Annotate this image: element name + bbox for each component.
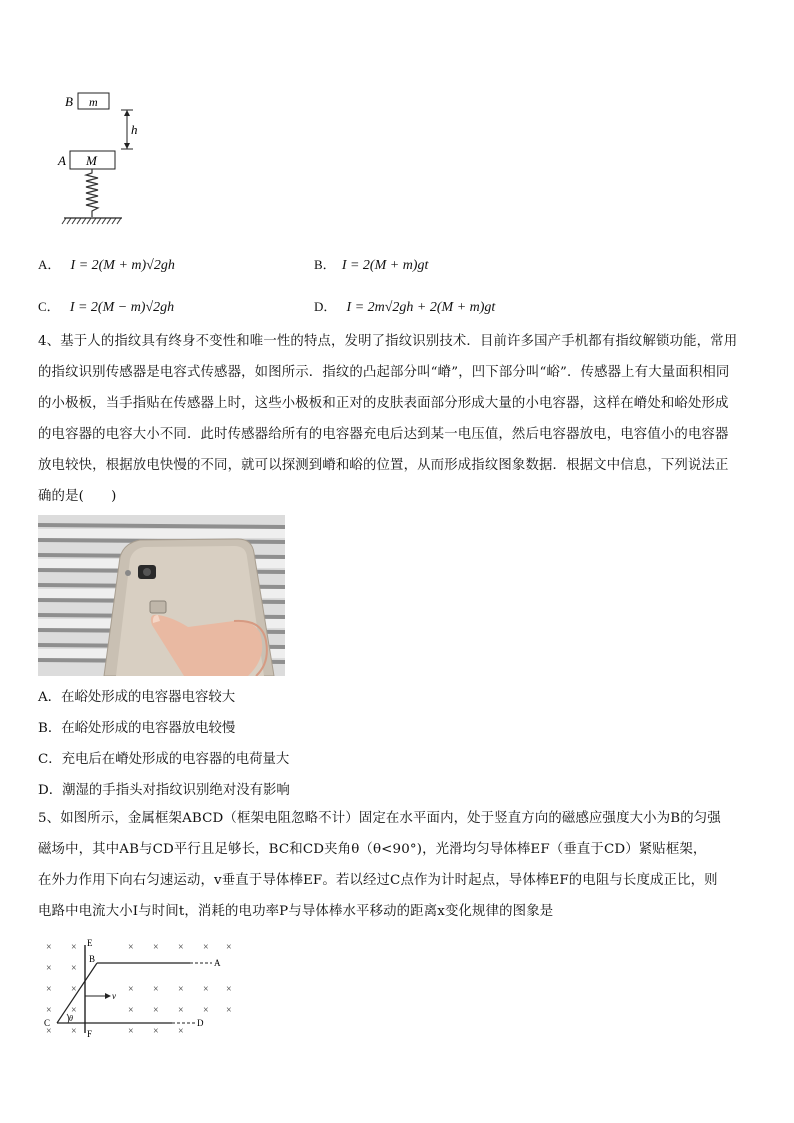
fingerprint-sensor — [150, 601, 166, 613]
field-cross: × — [178, 1026, 184, 1037]
q4-line: 确的是( ) — [38, 489, 117, 504]
q5-line: 在外力作用下向右匀速运动，v垂直于导体棒EF。若以经过C点作为计时起点，导体棒EF的电阻与长度成正比，则 — [38, 873, 718, 888]
q3-option-d-label: D． — [314, 299, 337, 314]
field-cross: × — [46, 984, 52, 995]
q5-stem — [38, 803, 768, 927]
q4-line: 的电容器的电容大小不同．此时传感器给所有的电容器充电后达到某一电压值，然后电容器放电，电容值小的电容器 — [38, 427, 729, 442]
q3-option-a-formula: I = 2(M + m)√2gh — [70, 258, 175, 273]
q5-line: 5、如图所示，金属框架ABCD（框架电阻忽略不计）固定在水平面内，处于竖直方向的磁感应强度大小为B的匀强 — [38, 811, 721, 826]
q3-option-b-label: B． — [314, 257, 336, 272]
field-cross: × — [128, 1005, 134, 1016]
q3-option-b[interactable] — [314, 254, 428, 274]
field-cross: × — [71, 984, 77, 995]
field-cross: × — [203, 942, 209, 953]
label-m-small: m — [89, 95, 98, 109]
field-cross: × — [226, 942, 232, 953]
fingerprint-phone-photo — [38, 515, 285, 676]
field-cross: × — [46, 1005, 52, 1016]
label-b: B — [65, 94, 73, 109]
label-a: A — [214, 958, 221, 968]
q3-option-c[interactable] — [38, 296, 174, 316]
label-c: C — [44, 1018, 51, 1028]
field-cross: × — [226, 1005, 232, 1016]
q4-line: 的指纹识别传感器是电容式传感器，如图所示．指纹的凸起部分叫“嵴”，凹下部分叫“峪”．传感器上有大量面积相同 — [38, 365, 730, 380]
field-cross: × — [153, 1005, 159, 1016]
field-cross: × — [71, 1005, 77, 1016]
q3-option-c-label: C． — [38, 299, 60, 314]
field-cross: × — [128, 984, 134, 995]
field-cross: × — [128, 1026, 134, 1037]
field-cross: × — [203, 1005, 209, 1016]
label-theta: θ — [69, 1014, 73, 1023]
label-h: h — [131, 122, 138, 137]
q4-line: 4、基于人的指纹具有终身不变性和唯一性的特点，发明了指纹识别技术．目前许多国产手机都有指纹解锁功能，常用 — [38, 334, 738, 349]
frame-bc — [57, 963, 97, 1023]
label-d: D — [197, 1018, 204, 1028]
field-cross: × — [71, 1026, 77, 1037]
label-m-big: M — [86, 153, 97, 168]
label-b: B — [89, 954, 96, 964]
label-v: v — [112, 991, 116, 1001]
q3-option-b-formula: I = 2(M + m)gt — [341, 258, 429, 273]
label-e: E — [87, 938, 93, 948]
field-cross: × — [46, 1026, 52, 1037]
field-cross: × — [128, 942, 134, 953]
q3-option-d[interactable] — [314, 296, 495, 316]
field-cross: × — [71, 942, 77, 953]
field-cross: × — [153, 984, 159, 995]
q5-line: 电路中电流大小I与时间t，消耗的电功率P与导体棒水平移动的距离x变化规律的图象是 — [38, 904, 554, 919]
spring — [86, 169, 98, 217]
q4-line: 的小极板，当手指贴在传感器上时，这些小极板和正对的皮肤表面部分形成大量的小电容器，这样在嵴处和峪处形成 — [38, 396, 729, 411]
q5-line: 磁场中，其中AB与CD平行且足够长，BC和CD夹角θ（θ<90°)，光滑均匀导体棒EF（垂直于CD）紧贴框架， — [38, 842, 707, 857]
q4-option-b[interactable]: B．在峪处形成的电容器放电较慢 — [38, 721, 236, 736]
field-cross: × — [178, 942, 184, 953]
q4-option-a[interactable]: A．在峪处形成的电容器电容较大 — [38, 690, 236, 705]
q3-option-a-label: A． — [38, 257, 61, 272]
field-cross: × — [153, 1026, 159, 1037]
q3-option-d-formula: I = 2m√2gh + 2(M + m)gt — [346, 300, 496, 315]
spring-block-figure — [55, 85, 175, 230]
q4-stem — [38, 326, 768, 512]
q4-option-d[interactable]: D．潮湿的手指头对指纹识别绝对没有影响 — [38, 783, 290, 798]
label-a: A — [58, 153, 66, 168]
magnetic-frame-figure — [40, 938, 240, 1040]
label-f: F — [87, 1029, 93, 1039]
q4-line: 放电较快，根据放电快慢的不同，就可以探测到嵴和峪的位置，从而形成指纹图象数据．根据文中信息，下列说法正 — [38, 458, 729, 473]
q3-option-c-formula: I = 2(M − m)√2gh — [69, 300, 175, 315]
field-cross: × — [71, 963, 77, 974]
field-cross: × — [203, 984, 209, 995]
q4-option-c[interactable]: C．充电后在嵴处形成的电容器的电荷量大 — [38, 752, 290, 767]
field-cross: × — [153, 942, 159, 953]
field-cross: × — [46, 963, 52, 974]
q3-option-a[interactable] — [38, 254, 175, 274]
field-cross: × — [178, 984, 184, 995]
field-cross: × — [178, 1005, 184, 1016]
field-cross: × — [46, 942, 52, 953]
field-cross: × — [226, 984, 232, 995]
